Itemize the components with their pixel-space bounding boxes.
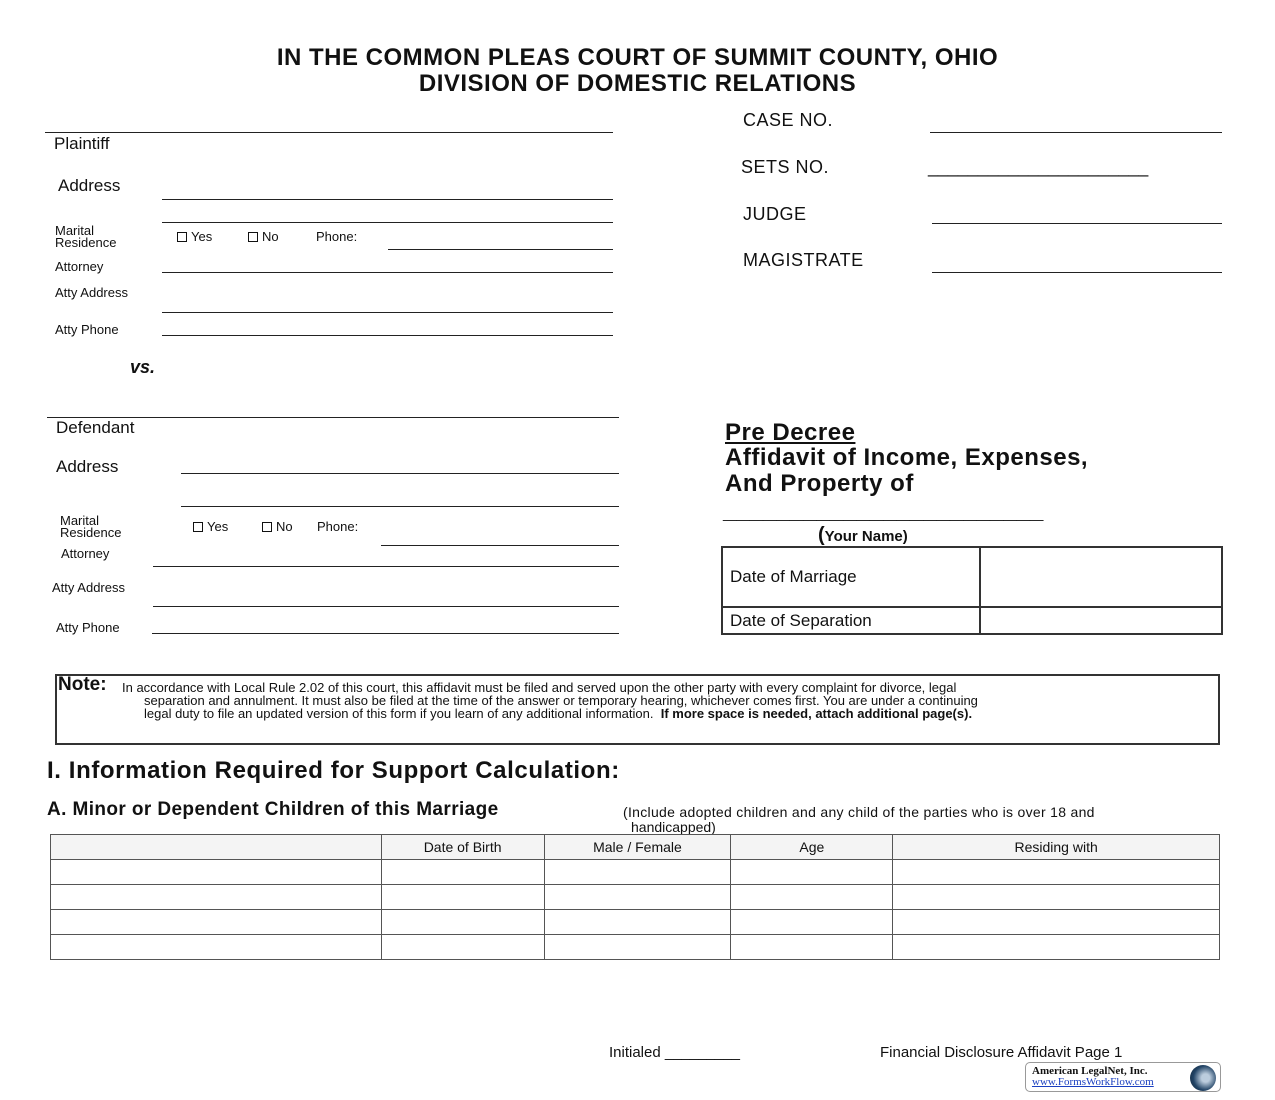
- affidavit-title-2: And Property of: [725, 470, 914, 497]
- yes-checkbox[interactable]: [177, 232, 187, 242]
- table-cell[interactable]: [893, 860, 1220, 885]
- column-header: Age: [731, 835, 893, 860]
- case-no-label: CASE NO.: [743, 110, 834, 130]
- table-cell[interactable]: [544, 935, 731, 960]
- attorney-label: Attorney: [55, 259, 104, 274]
- no-label: No: [262, 229, 279, 244]
- table-cell[interactable]: [381, 860, 544, 885]
- plaintiff-address-field[interactable]: [162, 199, 613, 200]
- logo-text: American LegalNet, Inc.: [1032, 1065, 1148, 1077]
- magistrate-field[interactable]: [932, 272, 1222, 273]
- pre-decree-title: Pre Decree: [725, 419, 856, 446]
- atty-phone-label: Atty Phone: [55, 322, 119, 337]
- note-line-3: legal duty to file an updated version of this form if you learn of any additional information.: [144, 706, 654, 721]
- table-cell[interactable]: [544, 860, 731, 885]
- defendant-address-field-2[interactable]: [181, 506, 619, 507]
- note-line-1: In accordance with Local Rule 2.02 of this court, this affidavit must be filed and served upon the other party with every complaint for divorce, legal: [122, 680, 957, 695]
- magistrate-label: MAGISTRATE: [743, 250, 864, 270]
- atty-address-label: Atty Address: [55, 285, 128, 300]
- no-label: No: [276, 519, 293, 534]
- children-table: [50, 834, 1220, 960]
- subsection-note: (Include adopted children and any child of the parties who is over 18 and: [623, 804, 1095, 820]
- subsection-heading: A. Minor or Dependent Children of this Marriage: [47, 799, 499, 820]
- defendant-atty-address-field[interactable]: [153, 606, 619, 607]
- initialed-field[interactable]: Initialed _________: [609, 1044, 740, 1061]
- table-cell[interactable]: [731, 910, 893, 935]
- logo-url: www.FormsWorkFlow.com: [1032, 1076, 1154, 1088]
- american-legalnet-logo: [1025, 1062, 1221, 1092]
- plaintiff-atty-phone-field[interactable]: [162, 335, 613, 336]
- judge-label: JUDGE: [743, 204, 807, 224]
- attorney-label: Attorney: [61, 546, 110, 561]
- column-header: Date of Birth: [381, 835, 544, 860]
- yes-checkbox[interactable]: [193, 522, 203, 532]
- globe-icon: [1190, 1065, 1216, 1091]
- defendant-attorney-field[interactable]: [153, 566, 619, 567]
- atty-phone-label: Atty Phone: [56, 620, 120, 635]
- sets-no-label: SETS NO.: [741, 157, 830, 177]
- plaintiff-atty-address-field[interactable]: [162, 312, 613, 313]
- defendant-label: Defendant: [56, 418, 135, 437]
- sets-no-field[interactable]: ______________________: [928, 157, 1149, 177]
- plaintiff-address-field-2[interactable]: [162, 222, 613, 223]
- page-label: Financial Disclosure Affidavit Page 1: [880, 1044, 1123, 1061]
- phone-label: Phone:: [317, 519, 359, 534]
- note-line-3-bold: If more space is needed, attach additional page(s).: [660, 706, 973, 721]
- subsection-note-2: handicapped): [631, 819, 716, 835]
- note-label: Note:: [58, 674, 107, 695]
- defendant-atty-phone-field[interactable]: [152, 633, 619, 634]
- date-of-marriage-label: Date of Marriage: [722, 547, 980, 607]
- table-cell[interactable]: [381, 935, 544, 960]
- paren: (: [818, 524, 825, 546]
- table-cell[interactable]: [51, 885, 382, 910]
- table-row: [51, 885, 1220, 910]
- table-cell[interactable]: [51, 910, 382, 935]
- section-heading: I. Information Required for Support Calculation:: [47, 757, 620, 784]
- note-line-2: separation and annulment. It must also be filed at the time of the answer or temporary hearing, whichever comes first. You are under a continuing: [144, 693, 978, 708]
- phone-label: Phone:: [316, 229, 358, 244]
- table-cell[interactable]: [544, 885, 731, 910]
- table-cell[interactable]: [51, 860, 382, 885]
- date-of-separation-field[interactable]: [980, 607, 1222, 634]
- plaintiff-address-label: Address: [58, 176, 121, 195]
- your-name-label: Your Name): [824, 528, 908, 545]
- table-cell[interactable]: [731, 885, 893, 910]
- column-header: Residing with: [893, 835, 1220, 860]
- column-header: Male / Female: [544, 835, 731, 860]
- yes-label: Yes: [191, 229, 213, 244]
- table-row: [51, 910, 1220, 935]
- judge-field[interactable]: [932, 223, 1222, 224]
- table-cell[interactable]: [893, 885, 1220, 910]
- residence-label: Residence: [60, 525, 122, 540]
- table-cell[interactable]: [893, 910, 1220, 935]
- table-row: [51, 935, 1220, 960]
- table-cell[interactable]: [381, 885, 544, 910]
- plaintiff-label: Plaintiff: [54, 134, 110, 153]
- court-name: IN THE COMMON PLEAS COURT OF SUMMIT COUNTY, OHIO: [276, 44, 999, 71]
- defendant-address-field[interactable]: [181, 473, 619, 474]
- yes-label: Yes: [207, 519, 229, 534]
- no-checkbox[interactable]: [248, 232, 258, 242]
- residence-label: Residence: [55, 235, 117, 250]
- your-name-field[interactable]: ________________________: [723, 497, 1044, 524]
- table-cell[interactable]: [731, 935, 893, 960]
- marital-label: Marital: [60, 513, 100, 528]
- no-checkbox[interactable]: [262, 522, 272, 532]
- table-cell[interactable]: [731, 860, 893, 885]
- plaintiff-phone-field[interactable]: [388, 249, 613, 250]
- table-cell[interactable]: [544, 910, 731, 935]
- dates-table: [721, 546, 1223, 635]
- date-of-marriage-field[interactable]: [980, 547, 1222, 607]
- defendant-phone-field[interactable]: [381, 545, 619, 546]
- table-cell[interactable]: [893, 935, 1220, 960]
- column-header: [51, 835, 382, 860]
- case-no-field[interactable]: [930, 132, 1222, 133]
- date-of-separation-label: Date of Separation: [722, 607, 980, 634]
- plaintiff-attorney-field[interactable]: [162, 272, 613, 273]
- versus: vs.: [130, 357, 156, 377]
- atty-address-label: Atty Address: [52, 580, 125, 595]
- table-cell[interactable]: [381, 910, 544, 935]
- table-cell[interactable]: [51, 935, 382, 960]
- marital-label: Marital: [55, 223, 95, 238]
- affidavit-title: Affidavit of Income, Expenses,: [725, 444, 1089, 471]
- division-name: DIVISION OF DOMESTIC RELATIONS: [418, 70, 857, 97]
- defendant-address-label: Address: [56, 457, 119, 476]
- table-row: [51, 860, 1220, 885]
